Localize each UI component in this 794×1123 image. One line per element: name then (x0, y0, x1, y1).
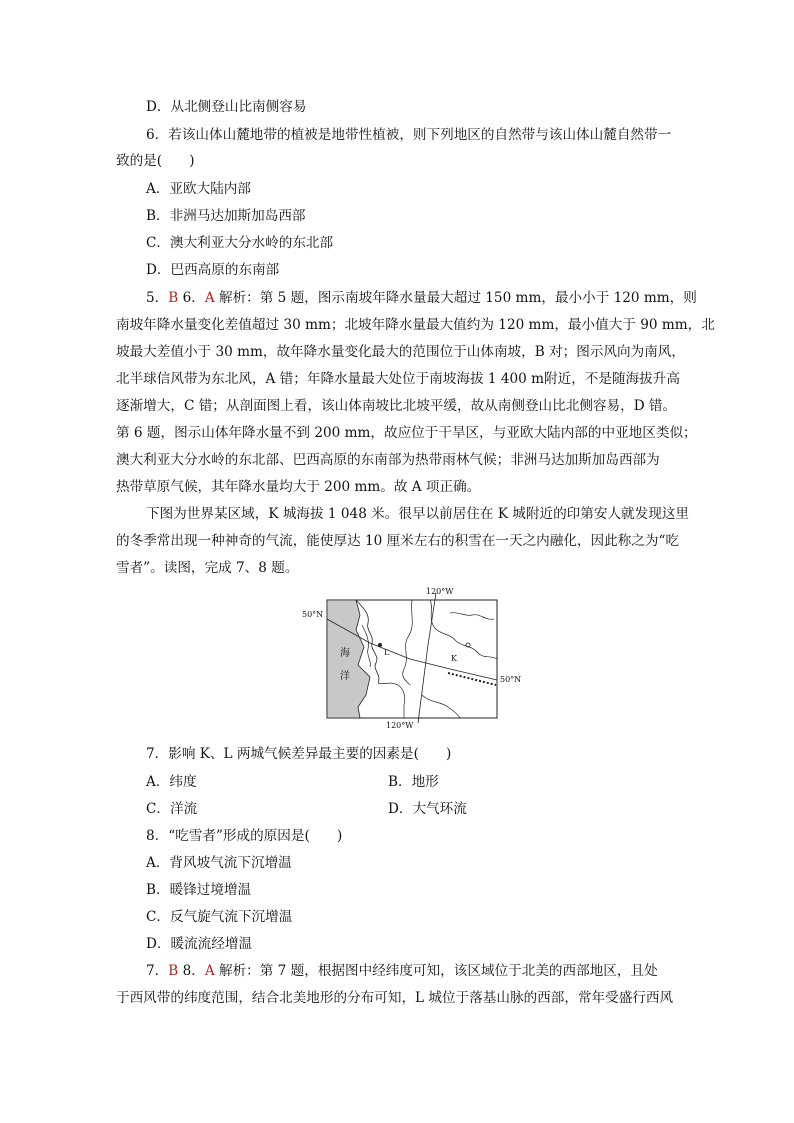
q6-stem-line2: 致的是( ) (116, 153, 195, 169)
lon-label-bottom: 120°W (386, 721, 414, 730)
answer-7-number: 7． (146, 963, 169, 979)
answer-7-8-analysis-start: 解析：第 7 题，根据图中经纬度可知，该区域位于北美的西部地区，且处 (218, 963, 658, 979)
lat-label-left: 50°N (302, 610, 324, 619)
answer-5-6-line5: 逐渐增大，C 错；从剖面图上看，该山体南坡比北坡平缓，故从南侧登山比北侧容易，D 错。 (116, 398, 677, 414)
q8-option-d: D．暖流流经增温 (146, 936, 253, 952)
sea-label-2: 洋 (340, 671, 350, 682)
city-k-label: K (451, 654, 457, 663)
q8-option-b: B．暖锋过境增温 (146, 882, 252, 898)
boundary-line-1 (378, 683, 405, 718)
boundary-line-2 (403, 600, 413, 685)
q7-option-c: C．洋流 (146, 801, 198, 817)
answer-6-number: 6． (182, 290, 205, 306)
sea-label-1: 海 (340, 648, 350, 659)
q7-stem: 7．影响 K、L 两城气候差异最主要的因素是( ) (146, 746, 452, 762)
answer-5-6-line2: 南坡年降水量变化差值超过 30 mm；北坡年降水量最大值约为 120 mm，最小值大于 90 mm，北 (116, 317, 715, 333)
answer-5-6-analysis-start: 解析：第 5 题，图示南坡年降水量最大超过 150 mm，最小小于 120 mm，则 (218, 290, 697, 306)
q7-option-d: D．大气环流 (388, 801, 467, 817)
answer-5-6-line3: 坡最大差值小于 30 mm，故年降水量变化最大的范围位于山体南坡，B 对；图示风向为南风， (116, 344, 685, 360)
answer-5-6-line1 (146, 289, 697, 307)
q5-option-d: D．从北侧登山比南侧容易 (146, 99, 307, 115)
city-l-label: L (384, 648, 390, 657)
answer-7-letter: B (168, 963, 179, 979)
region-map-drawing (300, 585, 530, 730)
q8-option-c: C．反气旋气流下沉增温 (146, 909, 293, 925)
answer-6-letter: A (204, 290, 215, 306)
lon-label-top: 120°W (426, 587, 454, 596)
answer-8-number: 8． (182, 963, 205, 979)
intro-line2: 的冬季常出现一种神奇的气流，能使厚达 10 厘米左右的积雪在一天之内融化，因此称之为“吃 (116, 533, 680, 549)
river-line (450, 613, 494, 620)
boundary-line-4 (422, 695, 460, 718)
q7-option-a: A．纬度 (146, 774, 197, 790)
answer-5-letter: B (168, 290, 179, 306)
answer-5-6-line8: 热带草原气候，其年降水量均大于 200 mm。故 A 项正确。 (116, 479, 481, 495)
mountain-ridge (448, 673, 496, 685)
answer-5-6-line6: 第 6 题，图示山体年降水量不到 200 mm，故应位于干旱区，与亚欧大陆内部的中亚地区类似； (116, 425, 697, 441)
answer-5-6-line4: 北半球信风带为东北风，A 错；年降水量最大处位于南坡海拔 1 400 m附近，不是随海拔升高 (116, 371, 680, 387)
q8-option-a: A．背风坡气流下沉增温 (146, 855, 292, 871)
answer-7-8-line2: 于西风带的纬度范围，结合北美地形的分布可知，L 城位于落基山脉的西部，常年受盛行西风 (116, 990, 674, 1006)
q6-option-c: C．澳大利亚大分水岭的东北部 (146, 235, 334, 251)
lat-label-right: 50°N (500, 675, 522, 684)
q7-option-b: B．地形 (388, 774, 439, 790)
q6-option-b: B．非洲马达加斯加岛西部 (146, 208, 306, 224)
answer-7-8-line1 (146, 962, 658, 980)
region-map (300, 585, 530, 730)
q6-option-d: D．巴西高原的东南部 (146, 262, 280, 278)
answer-5-number: 5． (146, 290, 169, 306)
answer-8-letter: A (204, 963, 215, 979)
meridian-120w (418, 593, 436, 723)
q8-stem: 8．“吃雪者”形成的原因是( ) (146, 828, 343, 844)
intro-line3: 雪者”。读图，完成 7、8 题。 (116, 560, 299, 576)
boundary-line-3 (430, 600, 497, 659)
q6-option-a: A．亚欧大陆内部 (146, 181, 251, 197)
q6-stem-line1: 6．若该山体山麓地带的植被是地带性植被，则下列地区的自然带与该山体山麓自然带一 (146, 127, 672, 143)
answer-5-6-line7: 澳大利亚大分水岭的东北部、巴西高原的东南部为热带雨林气候；非洲马达加斯加岛西部为 (116, 452, 660, 468)
intro-line1: 下图为世界某区域，K 城海拔 1 048 米。很早以前居住在 K 城附近的印第安人就发现这里 (146, 506, 690, 522)
city-l-marker (378, 643, 382, 647)
